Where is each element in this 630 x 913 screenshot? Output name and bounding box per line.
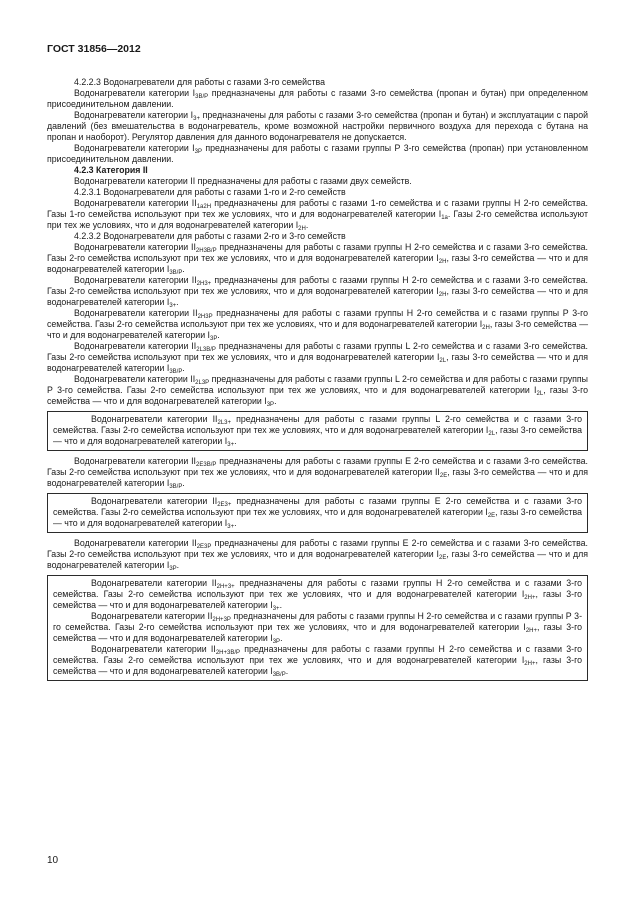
- paragraph: Водонагреватели категории $II_{2H+3P}$ предназначены для работы с газами группы Н 2-го семейства и с газами группы Р 3-го семейства. Газы 2-го семейства используют при тех же условиях, что и для водонагревателей категории $I_{2H+}$, газы 3-го семейства — что и для водонагревателей категории $I_{3P}$.: [53, 611, 582, 645]
- section-heading-4-2-3: 4.2.3 Категория II: [74, 165, 148, 175]
- section-heading-4-2-3-1: 4.2.3.1 Водонагреватели для работы с газами 1-го и 2-го семейств: [74, 187, 346, 197]
- paragraph: Водонагреватели категории $II_{2H3B/P}$ предназначены для работы с газами группы Н 2-го семейства и с газами 3-го семейства. Газы 2-го семейства используют при тех же условиях, что и для водонагревателей категории $I_{2H}$, газы 3-го семейства — что и для водонагревателей категории $I_{3B/P}$.: [47, 242, 588, 276]
- page-number: 10: [47, 855, 59, 866]
- standard-header: ГОСТ 31856—2012: [47, 43, 141, 55]
- boxed-amendment-3: [47, 575, 588, 681]
- boxed-amendment-2: [47, 493, 588, 533]
- paragraph: Водонагреватели категории $II_{2H+3B/P}$ предназначены для работы с газами группы Н 2-го семейства и с газами 3-го семейства. Газы 2-го семейства используют при тех же условиях, что и для водонагревателей категории $I_{2H+}$, газы 3-го семейства — что и для водонагревателей категории $I_{3B/P}$.: [53, 644, 582, 678]
- paragraph: Водонагреватели категории $II_{2L3+}$ предназначены для работы с газами группы L 2-го семейства и с газами 3-го семейства. Газы 2-го семейства используют при тех же условиях, что и для водонагревателей категории $I_{2L}$, газы 3-го семейства — что и для водонагревателей категории $I_{3+}$.: [53, 414, 582, 448]
- paragraph: Водонагреватели категории $II_{2H3+}$ предназначены для работы с газами группы Н 2-го семейства и с газами 3-го семейства. Газы 2-го семейства используют при тех же условиях, что и для водонагревателей категории $I_{2H}$, газы 3-го семейства — что и для водонагревателей категории $I_{3+}$.: [47, 275, 588, 309]
- paragraph: Водонагреватели категории $II_{2E3P}$ предназначены для работы с газами группы Е 2-го семейства и с газами 3-го семейства. Газы 2-го семейства используют при тех же условиях, что и для водонагревателей категории $I_{2E}$, газы 3-го семейства — что и для водонагревателей категории $I_{3P}$.: [47, 538, 588, 572]
- paragraph: Водонагреватели категории $II_{2H+3+}$ предназначены для работы с газами группы Н 2-го семейства и с газами 3-го семейства. Газы 2-го семейства используют при тех же условиях, что и для водонагревателей категории $I_{2H+}$, газы 3-го семейства — что и для водонагревателей категории $I_{3+}$.: [53, 578, 582, 612]
- paragraph: Водонагреватели категории $II_{2H3P}$ предназначены для работы с газами группы Н 2-го семейства и с газами группы Р 3-го семейства. Газы 2-го семейства используют при тех же условиях, что и для водонагревателей категории $I_{2H}$, газы 3-го семейства — что и для водонагревателей категории $I_{3P}$.: [47, 308, 588, 342]
- paragraph: Водонагреватели категории $II_{1a2H}$ предназначены для работы с газами 1-го семейства и с газами группы Н 2-го семейства. Газы 1-го семейства используют при тех же условиях, что и для водонагревателей категории $I_{1a}$. Газы 2-го семейства используют при тех же условиях, что и для водонагревателей категории $I_{2H}$.: [47, 198, 589, 232]
- paragraph: Водонагреватели категории $II_{2E3B/P}$ предназначены для работы с газами группы Е 2-го семейства и с газами 3-го семейства. Газы 2-го семейства используют при тех же условиях, что и для водонагревателей категории $II_{2E}$, газы 3-го семейства — что и для водонагревателей категории $I_{3B/P}$.: [47, 456, 589, 490]
- paragraph: Водонагреватели категории $I_{3B/P}$ предназначены для работы с газами 3-го семейства (пропан и бутан) при определенном присоединительном давлении.: [47, 88, 588, 109]
- boxed-amendment-1: [47, 411, 588, 451]
- paragraph: Водонагреватели категории $II_{2E3+}$ предназначены для работы с газами группы Е 2-го семейства и с газами 3-го семейства. Газы 2-го семейства используют при тех же условиях, что и для водонагревателей категории $I_{2E}$, газы 3-го семейства — что и для водонагревателей категории $I_{3+}$.: [53, 496, 582, 530]
- section-heading-4-2-3-2: 4.2.3.2 Водонагреватели для работы с газами 2-го и 3-го семейств: [74, 231, 346, 241]
- paragraph: Водонагреватели категории II предназначены для работы с газами двух семейств.: [74, 176, 412, 186]
- section-heading-4-2-2-3: 4.2.2.3 Водонагреватели для работы с газами 3-го семейства: [74, 77, 325, 87]
- paragraph: Водонагреватели категории $I_{3P}$ предназначены для работы с газами группы Р 3-го семейства (пропан) при установленном присоединительном давлении.: [47, 143, 589, 164]
- paragraph: Водонагреватели категории $II_{2L3B/P}$ предназначены для работы с газами группы L 2-го семейства и с газами 3-го семейства. Газы 2-го семейства используют при тех же условиях, что и для водонагревателей категории $I_{2L}$, газы 3-го семейства — что и для водонагревателей категории $I_{3B/P}$.: [47, 341, 588, 375]
- paragraph: Водонагреватели категории $II_{2L3P}$ предназначены для работы с газами группы L 2-го семейства и для работы с газами группы Р 3-го семейства. Газы 2-го семейства используют при тех же условиях, что и для водонагревателей категории $I_{2L}$, газы 3-го семейства — что и для водонагревателей категории $I_{3P}$.: [47, 374, 589, 408]
- paragraph: Водонагреватели категории $I_{3+}$ предназначены для работы с газами 3-го семейства (пропан и бутан) и эксплуатации с парой давлений (без вмешательства в водонагреватель, кроме возможной настройки первичного воздуха для перехода с бутана на пропан и наоборот). Регулятор давления для данного водонагревателя не допускается.: [47, 110, 589, 142]
- document-body: [47, 77, 588, 686]
